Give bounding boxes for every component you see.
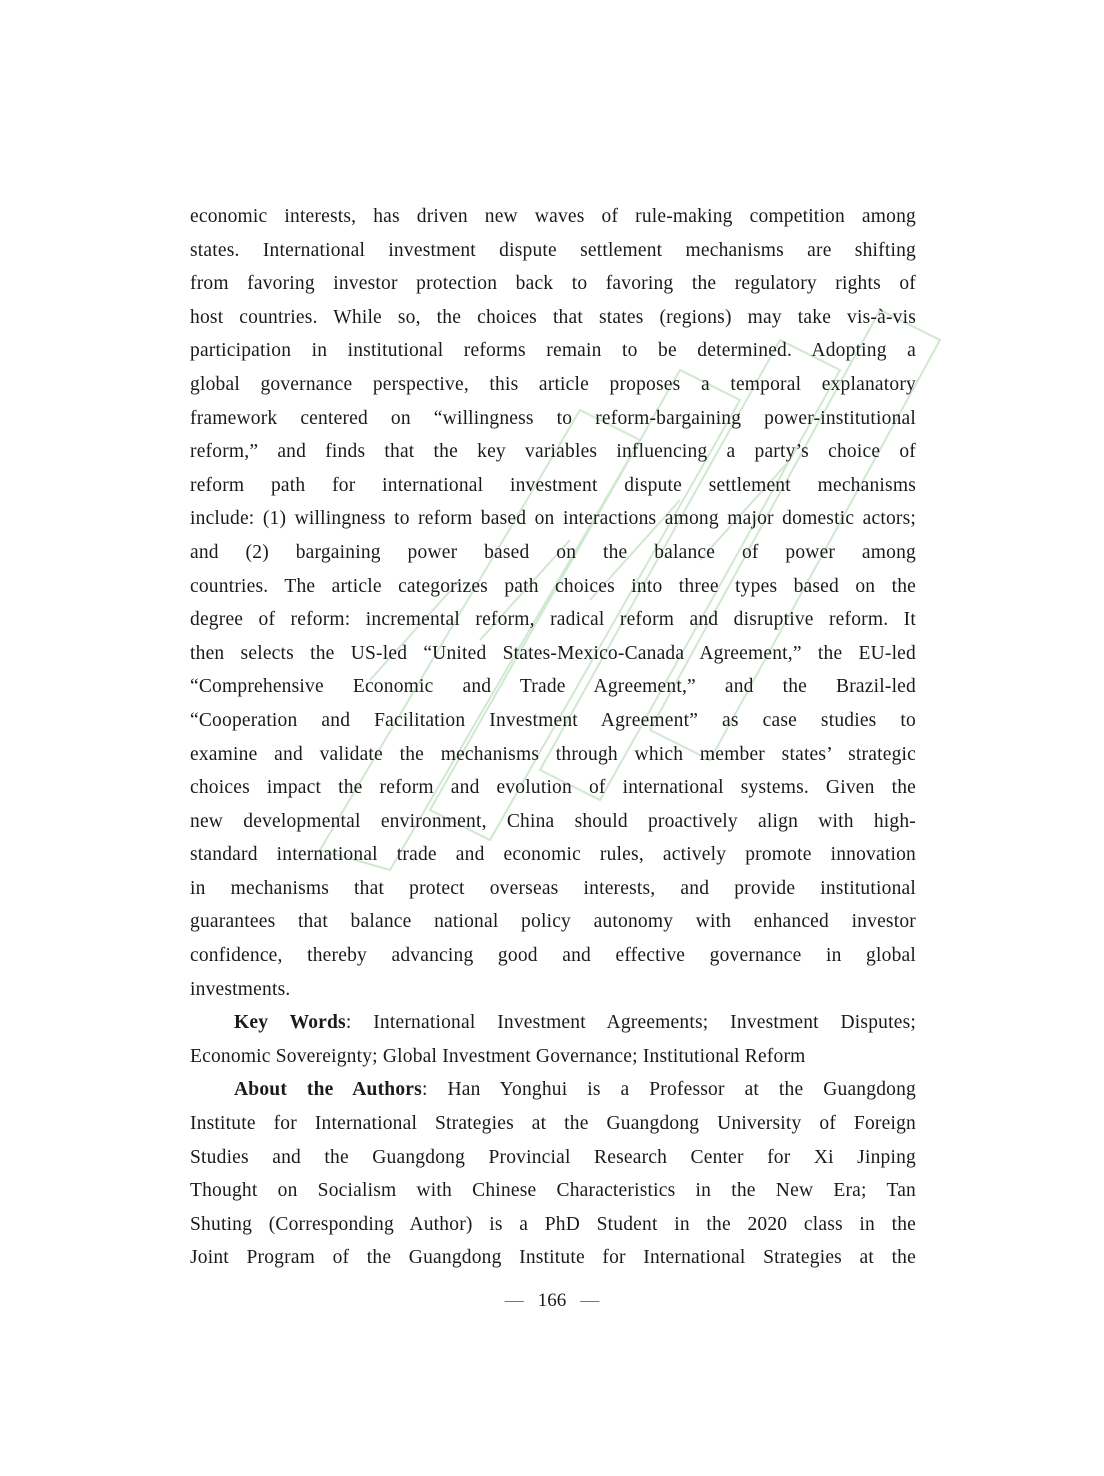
abstract-line: new developmental environment, China should proactively align with high-: [190, 810, 916, 832]
keywords-label: Key Words: [234, 1012, 346, 1034]
abstract-line: reform,” and finds that the key variables influencing a party’s choice of: [190, 441, 916, 463]
authors-line: Joint Program of the Guangdong Institute for International Strategies at the: [190, 1247, 916, 1269]
abstract-line: countries. The article categorizes path choices into three types based on the: [190, 575, 916, 597]
abstract-line: include: (1) willingness to reform based on interactions among major domestic actors;: [190, 508, 916, 530]
body-text: [190, 200, 916, 1275]
keywords-line: Economic Sovereignty; Global Investment Governance; Institutional Reform: [190, 1045, 806, 1067]
abstract-line: economic interests, has driven new waves of rule-making competition among: [190, 206, 916, 227]
authors-line: Institute for International Strategies at the Guangdong University of Foreign: [190, 1113, 916, 1135]
page-number-dash-right: —: [580, 1290, 600, 1311]
abstract-line: in mechanisms that protect overseas interests, and provide institutional: [190, 877, 916, 899]
abstract-line: framework centered on “willingness to reform-bargaining power-institutional: [190, 407, 916, 429]
page-number-value: 166: [537, 1290, 567, 1311]
authors-line: [190, 1073, 916, 1107]
keywords-line: [190, 1006, 916, 1040]
authors-separator: :: [421, 1079, 428, 1101]
authors-line: Thought on Socialism with Chinese Characteristics in the New Era; Tan: [190, 1180, 916, 1202]
authors-label: About the Authors: [234, 1079, 422, 1101]
abstract-line: global governance perspective, this article proposes a temporal explanatory: [190, 373, 916, 395]
authors-section: [190, 1073, 916, 1275]
abstract-line: standard international trade and economic rules, actively promote innovation: [190, 844, 916, 866]
abstract-line: confidence, thereby advancing good and effective governance in global: [190, 945, 916, 967]
keywords-section: [190, 1006, 916, 1073]
abstract-line: choices impact the reform and evolution of international systems. Given the: [190, 777, 916, 799]
abstract-line: reform path for international investment dispute settlement mechanisms: [190, 474, 916, 496]
abstract-line: and (2) bargaining power based on the balance of power among: [190, 541, 916, 563]
abstract-line: from favoring investor protection back to favoring the regulatory rights of: [190, 273, 916, 295]
page-number: [0, 1286, 1104, 1316]
abstract-line: host countries. While so, the choices that states (regions) may take vis-à-vis: [190, 306, 916, 328]
abstract-line: participation in institutional reforms remain to be determined. Adopting a: [190, 340, 916, 362]
abstract-line: “Comprehensive Economic and Trade Agreement,” and the Brazil-led: [190, 676, 916, 698]
authors-text: Han Yonghui is a Professor at the Guangdong: [447, 1079, 916, 1101]
abstract-line: then selects the US-led “United States-Mexico-Canada Agreement,” the EU-led: [190, 642, 916, 664]
abstract-line: examine and validate the mechanisms through which member states’ strategic: [190, 743, 916, 765]
abstract-line: “Cooperation and Facilitation Investment Agreement” as case studies to: [190, 709, 916, 731]
abstract-line: guarantees that balance national policy autonomy with enhanced investor: [190, 911, 916, 933]
abstract-line: degree of reform: incremental reform, radical reform and disruptive reform. It: [190, 609, 916, 631]
abstract-line: investments.: [190, 978, 291, 1000]
authors-line: Studies and the Guangdong Provincial Research Center for Xi Jinping: [190, 1146, 916, 1168]
page-number-dash-left: —: [504, 1290, 524, 1311]
keywords-separator: :: [345, 1012, 352, 1034]
keywords-text: International Investment Agreements; Investment Disputes;: [373, 1012, 916, 1034]
abstract-line: states. International investment dispute settlement mechanisms are shifting: [190, 239, 916, 261]
abstract-paragraph: [190, 200, 916, 1006]
authors-line: Shuting (Corresponding Author) is a PhD Student in the 2020 class in the: [190, 1213, 916, 1235]
